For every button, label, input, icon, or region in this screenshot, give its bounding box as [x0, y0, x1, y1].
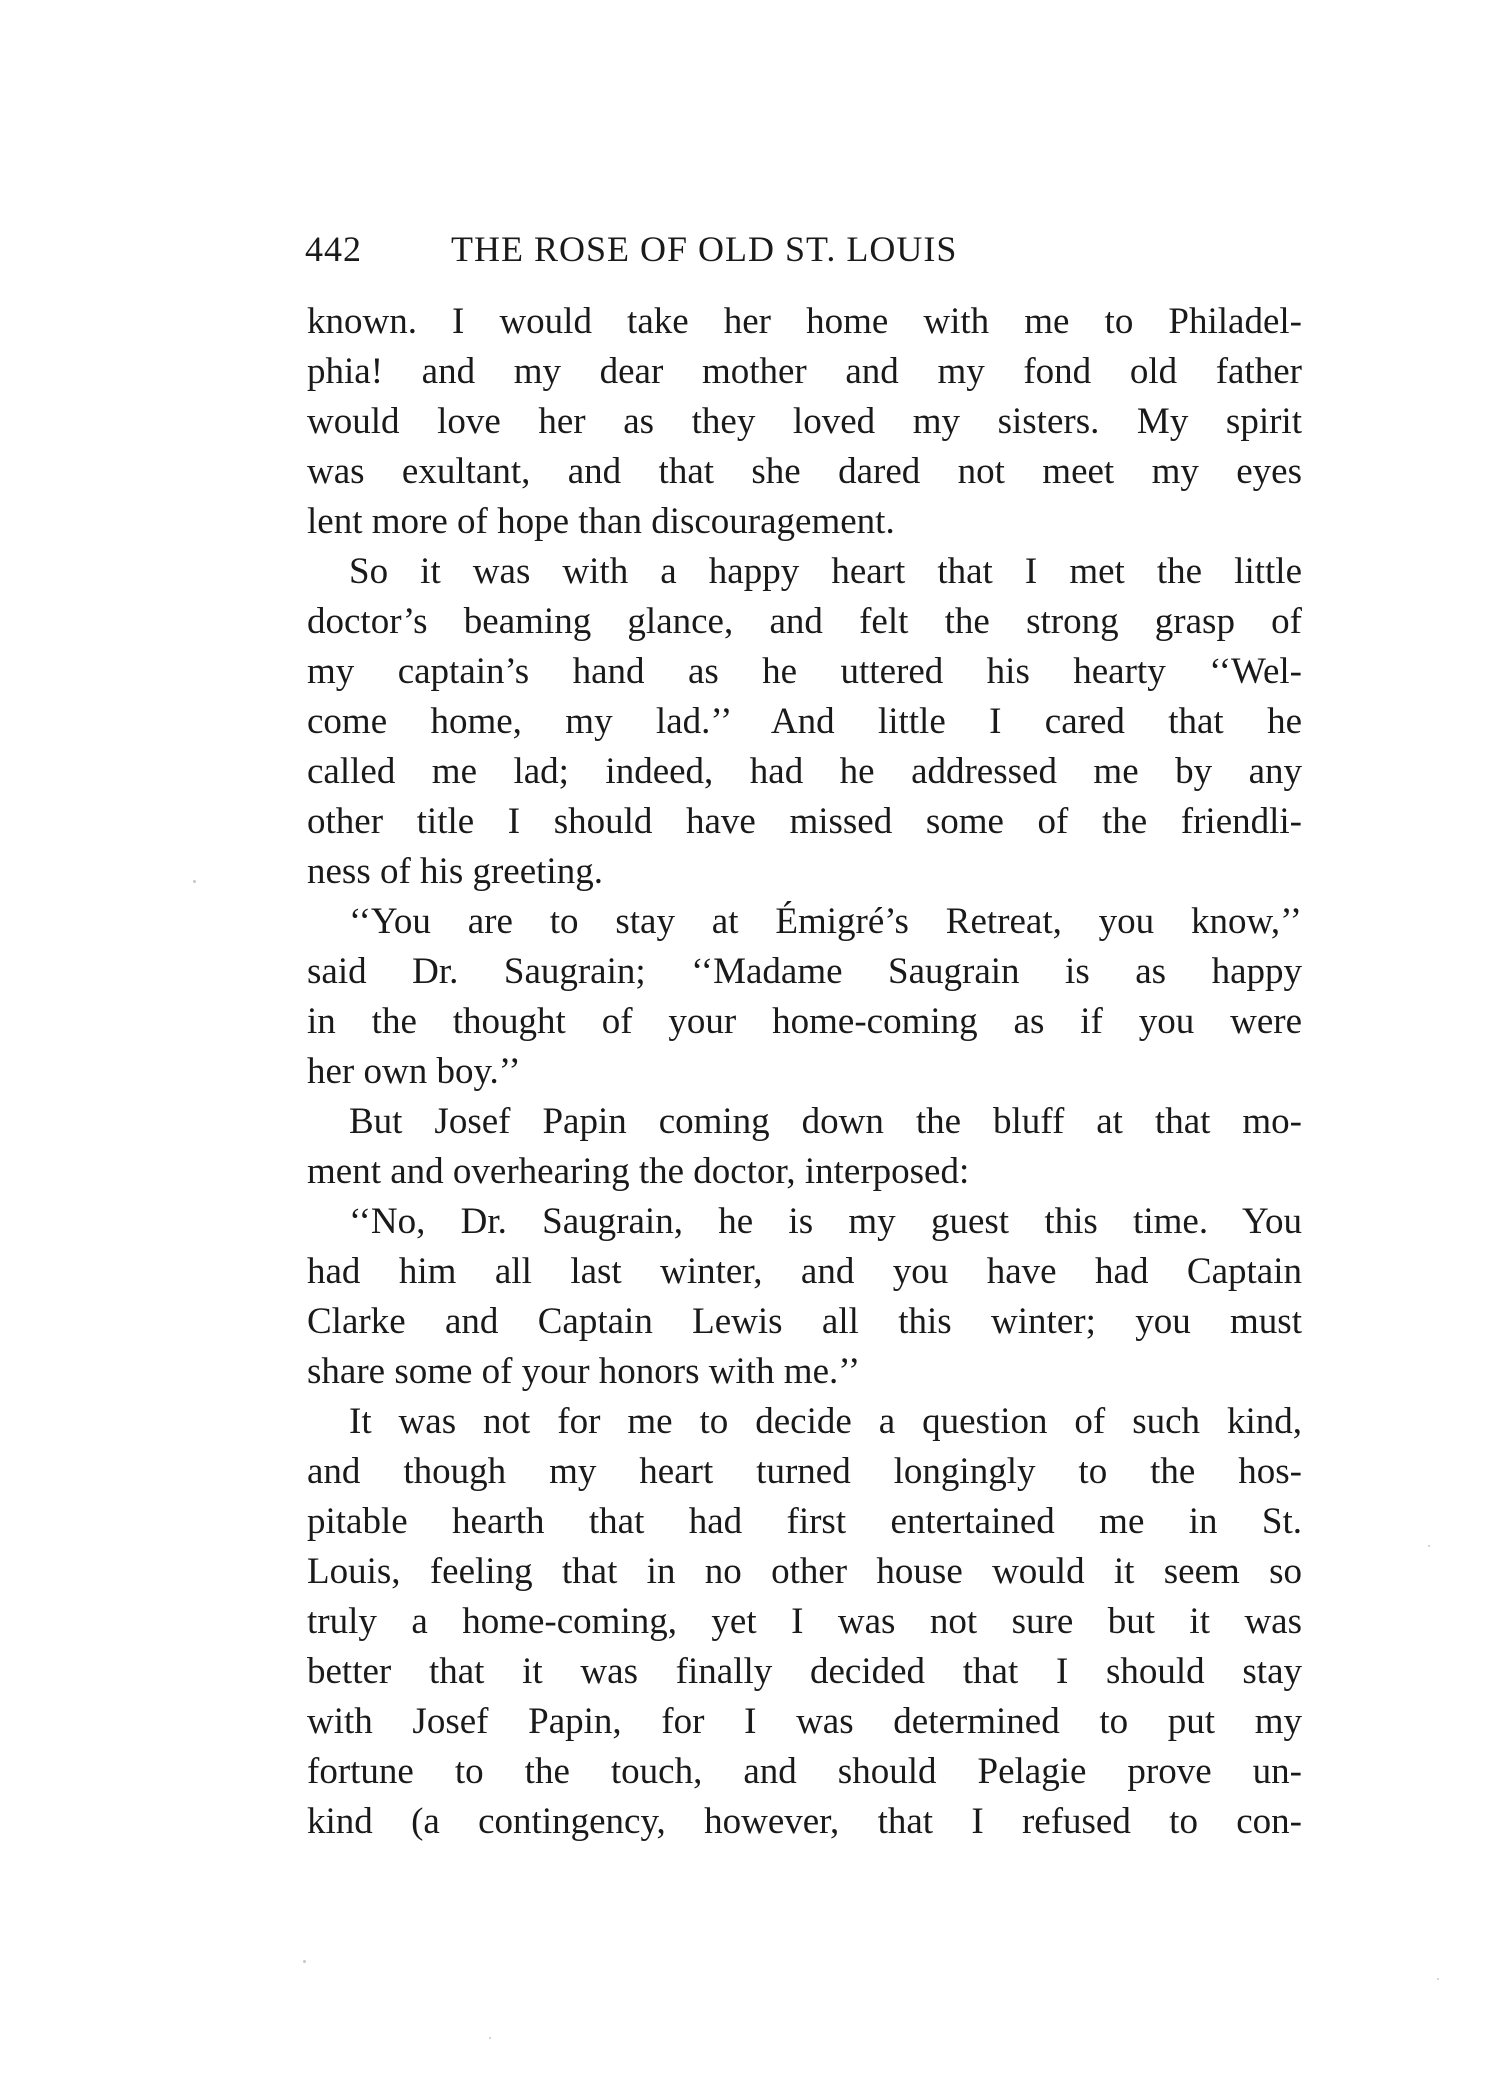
- paper-speck: [193, 880, 196, 883]
- running-title: THE ROSE OF OLD ST. LOUIS: [451, 229, 958, 269]
- text-line: truly a home-coming, yet I was not sure but it was: [307, 1601, 1302, 1642]
- text-line: come home, my lad.’’ And little I cared that he: [307, 701, 1302, 742]
- paper-speck: [1428, 1545, 1430, 1547]
- text-line: with Josef Papin, for I was determined to put my: [307, 1701, 1302, 1742]
- text-line: known. I would take her home with me to Philadel-: [307, 301, 1302, 342]
- text-line: was exultant, and that she dared not meet my eyes: [307, 451, 1302, 492]
- text-line: other title I should have missed some of the friendli-: [307, 801, 1302, 842]
- paper-speck: [1437, 1978, 1439, 1980]
- paper-speck: [489, 2037, 491, 2039]
- body-text: [307, 297, 1302, 1847]
- text-line: ment and overhearing the doctor, interposed:: [307, 1151, 970, 1192]
- text-line: doctor’s beaming glance, and felt the strong grasp of: [307, 601, 1302, 642]
- text-line: Louis, feeling that in no other house would it seem so: [307, 1551, 1302, 1592]
- text-line: my captain’s hand as he uttered his hearty ‘‘Wel-: [307, 651, 1302, 692]
- text-line: ‘‘No, Dr. Saugrain, he is my guest this time. You: [349, 1201, 1302, 1242]
- text-line: had him all last winter, and you have had Captain: [307, 1251, 1302, 1292]
- text-line: So it was with a happy heart that I met the little: [349, 551, 1302, 592]
- text-line: share some of your honors with me.’’: [307, 1351, 861, 1392]
- text-line: ness of his greeting.: [307, 851, 603, 892]
- paper-speck: [303, 1960, 306, 1963]
- text-line: phia! and my dear mother and my fond old father: [307, 351, 1302, 392]
- text-line: in the thought of your home-coming as if you were: [307, 1001, 1302, 1042]
- page-header: [305, 228, 1305, 278]
- text-line: said Dr. Saugrain; ‘‘Madame Saugrain is as happy: [307, 951, 1302, 992]
- text-line: and though my heart turned longingly to the hos-: [307, 1451, 1302, 1492]
- text-line: ‘‘You are to stay at Émigré’s Retreat, you know,’’: [349, 901, 1302, 942]
- page-number: 442: [305, 229, 362, 269]
- text-line: pitable hearth that had first entertained me in St.: [307, 1501, 1302, 1542]
- text-line: kind (a contingency, however, that I refused to con-: [307, 1801, 1302, 1842]
- text-line: But Josef Papin coming down the bluff at that mo-: [349, 1101, 1302, 1142]
- text-line: lent more of hope than discouragement.: [307, 501, 895, 542]
- text-line: Clarke and Captain Lewis all this winter; you must: [307, 1301, 1302, 1342]
- text-line: fortune to the touch, and should Pelagie prove un-: [307, 1751, 1302, 1792]
- text-line: her own boy.’’: [307, 1051, 521, 1092]
- text-line: better that it was finally decided that I should stay: [307, 1651, 1302, 1692]
- text-line: would love her as they loved my sisters. My spirit: [307, 401, 1302, 442]
- text-line: called me lad; indeed, had he addressed me by any: [307, 751, 1302, 792]
- text-line: It was not for me to decide a question of such kind,: [349, 1401, 1302, 1442]
